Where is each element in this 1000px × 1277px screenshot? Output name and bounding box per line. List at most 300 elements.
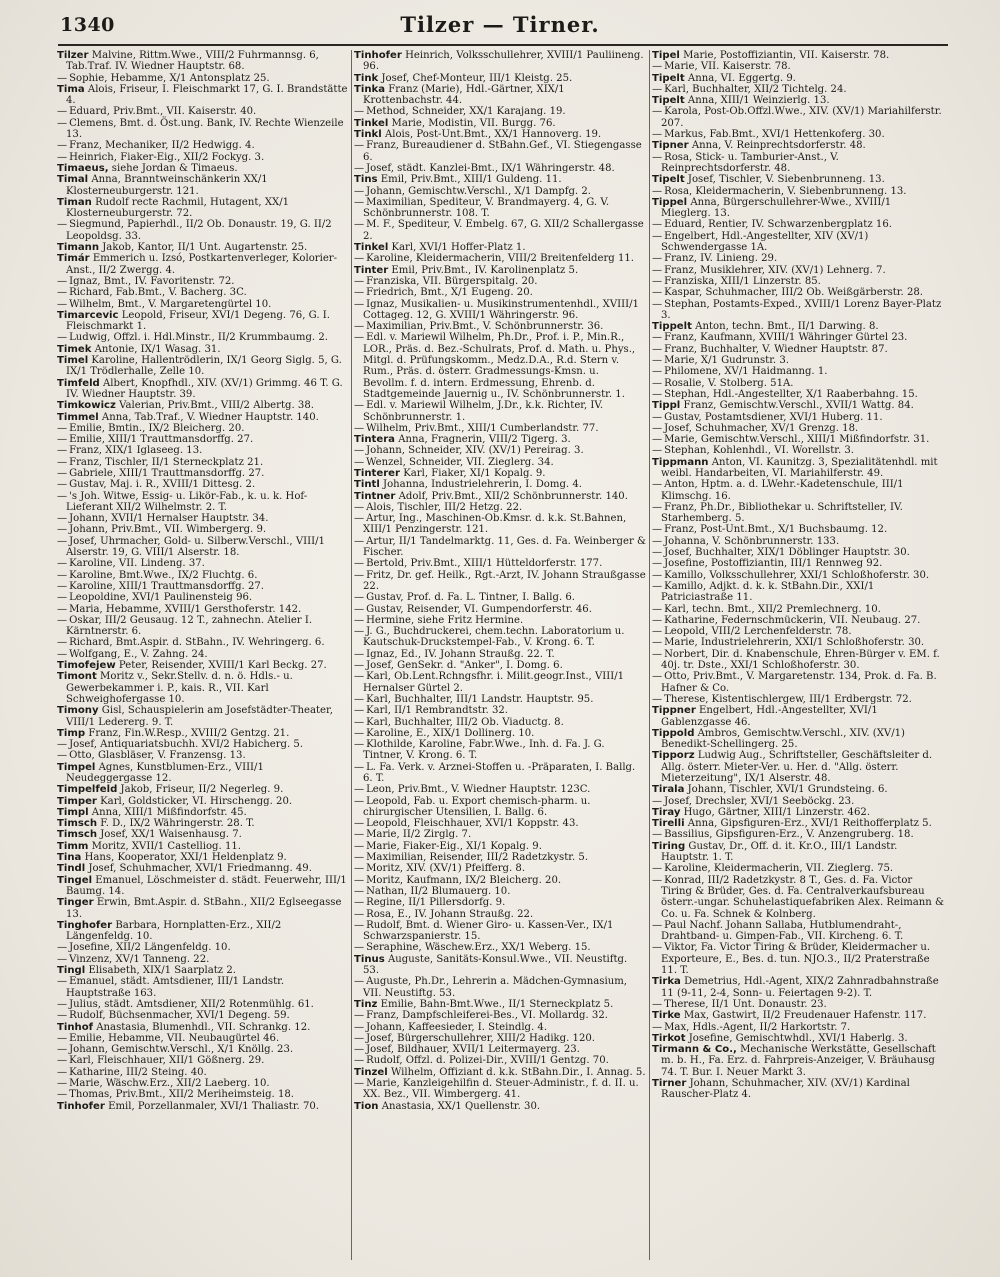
directory-entry <box>354 129 646 140</box>
entry-text: Hans, Kooperator, XXI/1 Heldenplatz 9. <box>84 852 287 864</box>
entry-text: Franz, IV. Linieng. 29. <box>664 253 778 265</box>
directory-entry <box>57 570 349 581</box>
directory-entry <box>652 942 944 976</box>
entry-text: Anna, VI. Eggertg. 9. <box>687 72 796 84</box>
continuation-dash: — <box>652 874 663 886</box>
continuation-dash: — <box>652 603 663 615</box>
continuation-dash: — <box>652 614 663 626</box>
directory-entry <box>57 400 349 411</box>
directory-entry <box>57 942 349 953</box>
continuation-dash: — <box>57 467 68 479</box>
entry-text: Otto, Glasbläser, V. Franzensg. 13. <box>69 750 246 762</box>
directory-entry <box>57 897 349 920</box>
directory-entry <box>652 400 944 411</box>
continuation-dash: — <box>652 795 663 807</box>
entry-text: Marie, Fiaker-Eig., XI/1 Kopalg. 9. <box>366 840 542 852</box>
entry-text: Elisabeth, XIX/1 Saarplatz 2. <box>88 965 236 977</box>
continuation-dash: — <box>57 287 68 299</box>
entry-text: Ignaz, Bmt., IV. Favoritenstr. 72. <box>69 275 235 287</box>
entry-text: Hugo, Gärtner, XIII/1 Linzerstr. 462. <box>683 806 871 818</box>
directory-entry <box>354 705 646 716</box>
continuation-dash: — <box>57 151 68 163</box>
entry-text: Josef, XX/1 Waisenhausg. 7. <box>100 829 242 841</box>
continuation-dash: — <box>652 693 663 705</box>
entry-surname: Tinka <box>354 83 386 95</box>
directory-entry <box>652 547 944 558</box>
directory-entry <box>354 875 646 886</box>
continuation-dash: — <box>57 592 68 604</box>
continuation-dash: — <box>652 547 663 559</box>
continuation-dash: — <box>57 479 68 491</box>
entry-text: Kamillo, Adjkt. d. k. k. StBahn.Dir., XXI/1 Patriciastraße 11. <box>661 580 875 604</box>
entry-text: Anastasia, Blumenhdl., VII. Schrankg. 12. <box>96 1021 311 1033</box>
directory-entry <box>57 863 349 874</box>
directory-entry <box>57 649 349 660</box>
entry-text: Josef, Uhrmacher, Gold- u. Silberw.Verschl., VIII/1 Alserstr. 19, G. VIII/1 Alserstr. 18. <box>66 535 325 559</box>
entry-surname: Tinger <box>57 897 94 909</box>
entry-text: Franz, Mechaniker, II/2 Hedwigg. 4. <box>69 140 255 152</box>
entry-text: Johann, XVII/1 Hernalser Hauptstr. 34. <box>69 513 269 525</box>
entry-text: Karl, XVI/1 Hoffer-Platz 1. <box>391 242 526 254</box>
continuation-dash: — <box>354 660 365 672</box>
directory-entry <box>354 829 646 840</box>
entry-text: Otto, Priv.Bmt., V. Margaretenstr. 134, Prok. d. Fa. B. Hafner & Co. <box>661 671 937 694</box>
directory-entry <box>57 50 349 73</box>
entry-text: Leopold, Fab. u. Export chemisch-pharm. u. chirurgischer Utensilien, I. Ballg. 6. <box>363 795 591 818</box>
entry-text: Emmerich u. Izsó, Postkartenverleger, Kolorier-Anst., II/2 Zwergg. 4. <box>66 253 338 276</box>
entry-text: Bertold, Priv.Bmt., XIII/1 Hütteldorferstr. 177. <box>366 558 603 570</box>
entry-text: Engelbert, Hdl.-Angestellter, XVI/1 Gablenzgasse 46. <box>661 705 878 728</box>
entry-text: Auguste, Ph.Dr., Lehrerin a. Mädchen-Gymnasium, VII. Neustiftg. 53. <box>363 976 627 999</box>
entry-text: Franz, Kaufmann, XVIII/1 Währinger Gürtel 23. <box>664 332 908 344</box>
entry-text: Emilie, XIII/1 Trauttmansdorffg. 27. <box>69 434 254 446</box>
continuation-dash: — <box>652 298 663 310</box>
entry-text: Johann, Kaffeesieder, I. Steindlg. 4. <box>366 1021 548 1033</box>
entry-text: Franz (Marie), Hdl.-Gärtner, XIX/1 Krottenbachstr. 44. <box>363 83 565 107</box>
continuation-dash: — <box>354 648 365 660</box>
continuation-dash: — <box>57 332 68 344</box>
entry-surname: Timár <box>57 253 90 265</box>
directory-entry <box>354 468 646 479</box>
directory-entry <box>354 897 646 908</box>
directory-entry <box>354 299 646 322</box>
entry-text: Seraphine, Wäschew.Erz., XX/1 Weberg. 15. <box>366 942 591 954</box>
entry-text: Demetrius, Hdl.-Agent, XIX/2 Zahnradbahnstraße 11 (9-11, 2-4, Sonn- u. Feiertagen 9-2). T. <box>661 976 939 999</box>
continuation-dash: — <box>57 648 68 660</box>
entry-text: Marie, Gemischtw.Verschl., XIII/1 Mißfindorfstr. 31. <box>664 434 930 446</box>
directory-entry <box>652 829 944 840</box>
continuation-dash: — <box>57 72 68 84</box>
entry-surname: Tipporz <box>652 750 695 762</box>
entry-text: Stephan, Postamts-Exped., XVIII/1 Lorenz Bayer-Platz 3. <box>661 298 942 321</box>
directory-entry <box>57 592 349 603</box>
entry-surname: Tinghofer <box>57 919 113 931</box>
entry-text: Richard, Bmt.Aspir. d. StBahn., IV. Wehringerg. 6. <box>69 637 325 649</box>
directory-entry <box>652 705 944 728</box>
directory-entry <box>57 491 349 514</box>
entry-text: Leopold, Friseur, XVI/1 Degeng. 76, G. I. Fleischmarkt 1. <box>66 309 330 333</box>
continuation-dash: — <box>652 366 663 378</box>
entry-text: Heinrich, Fiaker-Eig., XII/2 Fockyg. 3. <box>69 151 265 163</box>
continuation-dash: — <box>652 343 663 355</box>
entry-surname: Tipner <box>652 140 689 152</box>
continuation-dash: — <box>354 162 365 174</box>
continuation-dash: — <box>354 445 365 457</box>
entry-text: Agnes, Kunstblumen-Erz., VIII/1 Neudeggergasse 12. <box>66 761 264 784</box>
continuation-dash: — <box>57 1010 68 1022</box>
directory-entry <box>652 536 944 547</box>
directory-entry <box>354 649 646 660</box>
continuation-dash: — <box>57 569 68 581</box>
continuation-dash: — <box>354 818 365 830</box>
directory-entry <box>354 287 646 298</box>
entry-surname: Tindl <box>57 863 86 875</box>
directory-entry <box>57 954 349 965</box>
directory-entry <box>652 299 944 322</box>
entry-text: Johann, Tischler, XVI/1 Grundsteing. 6. <box>687 784 888 796</box>
directory-entry <box>57 728 349 739</box>
directory-entry <box>57 73 349 84</box>
directory-entry <box>354 863 646 874</box>
directory-entry <box>652 50 944 61</box>
continuation-dash: — <box>57 219 68 231</box>
entry-text: Eduard, Rentier, IV. Schwarzenbergplatz 16. <box>664 219 892 231</box>
entry-text: Karoline, VII. Lindeng. 37. <box>69 558 205 570</box>
entry-text: Josef, städt. Kanzlei-Bmt., IX/1 Währingerstr. 48. <box>366 162 615 174</box>
directory-entry <box>652 863 944 874</box>
directory-entry <box>652 920 944 943</box>
directory-entry <box>652 784 944 795</box>
directory-entry <box>57 1089 349 1100</box>
continuation-dash: — <box>57 140 68 152</box>
directory-entry <box>354 423 646 434</box>
entry-text: Anastasia, XX/1 Quellenstr. 30. <box>381 1100 541 1112</box>
entry-text: Marie, X/1 Gudrunstr. 3. <box>664 355 789 367</box>
entry-text: Gustav, Postamtsdiener, XVI/1 Huberg. 11. <box>664 411 883 423</box>
directory-entry <box>354 694 646 705</box>
column-divider <box>649 50 650 1260</box>
directory-entry <box>652 174 944 185</box>
entry-surname: Tink <box>354 72 379 84</box>
continuation-dash: — <box>57 535 68 547</box>
entry-text: Marie, Modistin, VII. Burgg. 76. <box>391 117 556 129</box>
entry-surname: Timpelfeld <box>57 784 118 796</box>
entry-text: Franz, Buchhalter, V. Wiedner Hauptstr. 87. <box>664 343 888 355</box>
entry-text: Josefine, Postoffiziantin, III/1 Rennweg 92. <box>664 558 883 570</box>
entry-surname: Tinz <box>354 998 378 1010</box>
directory-entry <box>57 705 349 728</box>
directory-entry <box>354 321 646 332</box>
directory-entry <box>57 660 349 671</box>
continuation-dash: — <box>57 614 68 626</box>
directory-entry <box>354 174 646 185</box>
entry-surname: Timper <box>57 795 97 807</box>
entry-surname: Timp <box>57 727 86 739</box>
entry-text: Karoline, Bmt.Wwe., IX/2 Fluchtg. 6. <box>69 569 258 581</box>
continuation-dash: — <box>57 942 68 954</box>
directory-entry <box>652 558 944 569</box>
entry-text: Moritz, XIV. (XV/1) Pfeifferg. 8. <box>366 863 526 875</box>
directory-entry <box>652 750 944 784</box>
entry-text: Wenzel, Schneider, VII. Zieglerg. 34. <box>366 456 554 468</box>
directory-entry <box>652 276 944 287</box>
entry-surname: Tirmann & Co., <box>652 1044 737 1056</box>
entry-text: Gustav, Prof. d. Fa. L. Tintner, I. Ballg. 6. <box>366 592 575 604</box>
directory-entry <box>354 276 646 287</box>
directory-entry <box>354 909 646 920</box>
entry-text: Karl, techn. Bmt., XII/2 Premlechnerg. 10. <box>664 603 881 615</box>
directory-entry <box>57 920 349 943</box>
directory-entry <box>652 818 944 829</box>
entry-text: Wolfgang, E., V. Zahng. 24. <box>69 648 208 660</box>
continuation-dash: — <box>57 445 68 457</box>
entry-text: Barbara, Hornplatten-Erz., XII/2 Längenfeldg. 10. <box>66 919 282 943</box>
directory-entry <box>354 186 646 197</box>
directory-entry <box>57 965 349 976</box>
entry-text: Emilie, Bahn-Bmt.Wwe., II/1 Sterneckplatz 5. <box>380 998 614 1010</box>
continuation-dash: — <box>652 479 663 491</box>
directory-entry <box>354 106 646 117</box>
header-rule <box>58 44 948 46</box>
entry-surname: Tipelt <box>652 72 685 84</box>
entry-text: Emil, Porzellanmaler, XVI/1 Thaliastr. 70. <box>108 1100 320 1112</box>
entry-text: Marie, II/2 Zirglg. 7. <box>366 829 472 841</box>
continuation-dash: — <box>354 1078 365 1090</box>
continuation-dash: — <box>354 795 365 807</box>
directory-entry <box>652 1010 944 1021</box>
continuation-dash: — <box>354 784 365 796</box>
directory-entry <box>57 332 349 343</box>
entry-text: Johann, Gemischtw.Verschl., X/1 Dampfg. 2. <box>366 185 591 197</box>
continuation-dash: — <box>57 1066 68 1078</box>
entry-text: Anton, techn. Bmt., II/1 Darwing. 8. <box>695 321 879 333</box>
entry-text: Johanna, V. Schönbrunnerstr. 133. <box>664 535 840 547</box>
directory-column-1 <box>57 50 349 1265</box>
continuation-dash: — <box>354 671 365 683</box>
directory-entry <box>57 1033 349 1044</box>
entry-text: Karl, Fiaker, XI/1 Kopalg. 9. <box>403 467 546 479</box>
directory-entry <box>57 796 349 807</box>
entry-text: Gustav, Reisender, VI. Gumpendorferstr. 46. <box>366 603 592 615</box>
entry-surname: Tirke <box>652 1010 681 1022</box>
entry-text: Mechanische Werkstätte, Gesellschaft m. b. H., Fa. Erz. d. Fahrpreis-Anzeiger, V. Bräuhausg 74. T. Bur. I. Neuer Markt 3. <box>661 1044 936 1078</box>
directory-entry <box>57 536 349 559</box>
directory-entry <box>57 1010 349 1021</box>
continuation-dash: — <box>354 829 365 841</box>
entry-text: Anna, XIII/1 Mißfindorfstr. 45. <box>91 806 247 818</box>
entry-text: Karl, Buchhalter, III/2 Ob. Viaductg. 8. <box>366 716 564 728</box>
directory-entry <box>652 378 944 389</box>
continuation-dash: — <box>354 321 365 333</box>
entry-text: Josef, Bildhauer, XVII/1 Leitermayerg. 23. <box>366 1044 580 1056</box>
directory-entry <box>57 253 349 276</box>
directory-entry <box>57 1101 349 1112</box>
entry-text: Richard, Fab.Bmt., V. Bacherg. 3C. <box>69 287 247 299</box>
entry-text: Max, Gastwirt, II/2 Freudenauer Hafenstr. 117. <box>683 1010 927 1022</box>
directory-entry <box>652 84 944 95</box>
entry-text: Siegmund, Papierhdl., II/2 Ob. Donaustr. 19, G. II/2 Leopoldsg. 33. <box>66 219 332 242</box>
directory-entry <box>354 118 646 129</box>
directory-entry <box>57 219 349 242</box>
entry-surname: Tinkel <box>354 117 389 129</box>
directory-entry <box>652 344 944 355</box>
entry-text: Peter, Reisender, XVIII/1 Karl Beckg. 27. <box>118 660 327 672</box>
directory-entry <box>354 140 646 163</box>
entry-text: Ludwig, Offzl. i. Hdl.Minstr., II/2 Krummbaumg. 2. <box>69 332 328 344</box>
directory-entry <box>652 73 944 84</box>
entry-text: Rosalie, V. Stolberg. 51A. <box>664 377 794 389</box>
continuation-dash: — <box>652 422 663 434</box>
directory-entry <box>652 570 944 581</box>
directory-entry <box>354 671 646 694</box>
entry-text: Paul Nachf. Johann Sallaba, Hutblumendraht-, Drahtband- u. Gimpen-Fab., VII. Kircheng. 6. T. <box>661 919 904 943</box>
continuation-dash: — <box>652 185 663 197</box>
entry-text: J. G., Buchdruckerei, chem.techn. Laboratorium u. Kautschuk-Druckstempel-Fab., V. Krong. 6. T. <box>363 626 625 649</box>
continuation-dash: — <box>57 603 68 615</box>
entry-text: Malvine, Rittm.Wwe., VIII/2 Fuhrmannsg. 6, Tab.Traf. IV. Wiedner Hauptstr. 68. <box>66 50 319 73</box>
directory-entry <box>652 197 944 220</box>
directory-entry <box>57 378 349 401</box>
directory-entry <box>354 1078 646 1101</box>
entry-text: Katharine, III/2 Steing. 40. <box>69 1066 207 1078</box>
entry-text: Max, Hdls.-Agent, II/2 Harkortstr. 7. <box>664 1021 851 1033</box>
continuation-dash: — <box>354 592 365 604</box>
directory-entry <box>57 1055 349 1066</box>
entry-text: Konrad, III/2 Radetzkystr. 8 T., Ges. d. Fa. Victor Tiring & Brüder, Ges. d. Fa. Centralverkaufsbureau österr.-ungar. Schuhelastiquefabriken Alex. Reimann & Co. u. Fa. Schnek & Kolnberg. <box>661 874 944 920</box>
entry-text: Leopold, Fleischhauer, XVI/1 Koppstr. 43. <box>366 818 579 830</box>
entry-text: F. D., IX/2 Währingerstr. 28. T. <box>100 818 255 830</box>
directory-entry <box>57 299 349 310</box>
entry-text: Heinrich, Volksschullehrer, XVIII/1 Pauliineng. 96. <box>363 50 644 73</box>
entry-text: Emilie, Hebamme, VII. Neubaugürtel 46. <box>69 1032 280 1044</box>
entry-text: Anna, Branntweinschänkerin XX/1 Klosterneuburgerstr. 121. <box>66 174 268 197</box>
directory-entry <box>57 615 349 638</box>
directory-entry <box>57 829 349 840</box>
continuation-dash: — <box>652 106 663 118</box>
directory-entry <box>354 253 646 264</box>
entry-surname: Tiring <box>652 840 686 852</box>
directory-entry <box>57 287 349 298</box>
directory-entry <box>354 762 646 785</box>
entry-text: Josefine, XII/2 Längenfeldg. 10. <box>69 942 231 954</box>
continuation-dash: — <box>354 693 365 705</box>
continuation-dash: — <box>354 501 365 513</box>
entry-text: Engelbert, Hdl.-Angestellter, XIV (XV/1) Schwendergasse 1A. <box>661 230 869 254</box>
directory-entry <box>57 818 349 829</box>
directory-entry <box>57 434 349 445</box>
directory-entry <box>57 152 349 163</box>
entry-surname: Timarcevic <box>57 309 119 321</box>
entry-text: Wilhelm, Priv.Bmt., XIII/1 Cumberlandstr. 77. <box>366 422 599 434</box>
continuation-dash: — <box>57 456 68 468</box>
directory-entry <box>57 671 349 705</box>
directory-entry <box>57 807 349 818</box>
continuation-dash: — <box>652 1021 663 1033</box>
entry-text: Philomene, XV/1 Haidmanng. 1. <box>664 366 828 378</box>
entry-text: Anna, V. Reinprechtsdorferstr. 48. <box>691 140 866 152</box>
entry-text: Adolf, Priv.Bmt., XII/2 Schönbrunnerstr. 140. <box>398 490 628 502</box>
entry-surname: Tippl <box>652 400 681 412</box>
entry-text: Moritz v., Sekr.Stellv. d. n. ö. Hdls.- u. Gewerbekammer i. P., kais. R., VII. Karl Schweighofergasse 10. <box>66 671 293 705</box>
entry-text: Edl. v. Mariewil Wilhelm, J.Dr., k.k. Richter, IV. Schönbrunnerstr. 1. <box>363 400 604 423</box>
directory-entry <box>57 276 349 287</box>
continuation-dash: — <box>354 863 365 875</box>
directory-entry <box>354 457 646 468</box>
entry-text: Wilhelm, Bmt., V. Margaretengürtel 10. <box>69 298 272 310</box>
entry-text: Johann, Gemischtw.Verschl., X/1 Knöllg. 23. <box>69 1044 294 1056</box>
directory-entry <box>652 265 944 276</box>
continuation-dash: — <box>354 456 365 468</box>
entry-text: Josef, Tischler, V. Siebenbrunneng. 13. <box>687 174 885 186</box>
directory-entry <box>354 717 646 728</box>
continuation-dash: — <box>57 524 68 536</box>
entry-surname: Tinhof <box>57 1021 94 1033</box>
directory-entry <box>354 976 646 999</box>
continuation-dash: — <box>652 83 663 95</box>
directory-entry <box>57 479 349 490</box>
continuation-dash: — <box>354 976 365 988</box>
directory-entry <box>57 513 349 524</box>
continuation-dash: — <box>354 196 365 208</box>
entry-text: Norbert, Dir. d. Knabenschule, Ehren-Bürger v. EM. f. 40j. tr. Dste., XXI/1 Schloßhoferstr. 30. <box>661 648 940 672</box>
entry-text: Anna, Tab.Traf., V. Wiedner Hauptstr. 140. <box>101 411 319 423</box>
entry-text: Leopold, VIII/2 Lerchenfelderstr. 78. <box>664 626 852 638</box>
directory-entry <box>354 954 646 977</box>
entry-surname: Tilzer <box>57 50 89 61</box>
directory-entry <box>354 739 646 762</box>
continuation-dash: — <box>354 535 365 547</box>
continuation-dash: — <box>57 580 68 592</box>
continuation-dash: — <box>354 106 365 118</box>
directory-column-3 <box>652 50 944 1265</box>
entry-text: L. Fa. Verk. v. Arznei-Stoffen u. -Präparaten, I. Ballg. 6. T. <box>363 761 636 784</box>
continuation-dash: — <box>57 976 68 988</box>
directory-entry <box>354 615 646 626</box>
entry-surname: Tinhofer <box>354 50 402 61</box>
directory-entry <box>57 762 349 785</box>
directory-entry <box>354 332 646 400</box>
entry-text: Bassilius, Gipsfiguren-Erz., V. Anzengruberg. 18. <box>664 829 914 841</box>
directory-entry <box>652 95 944 106</box>
entry-text: Gustav, Dr., Off. d. it. Kr.O., III/1 Landstr. Hauptstr. 1. T. <box>661 840 898 864</box>
entry-text: Method, Schneider, XX/1 Karajang. 19. <box>366 106 566 118</box>
entry-text: Marie, Postoffiziantin, VII. Kaiserstr. 78. <box>683 50 890 61</box>
continuation-dash: — <box>652 230 663 242</box>
entry-text: Clemens, Bmt. d. Öst.ung. Bank, IV. Rechte Wienzeile 13. <box>66 117 344 141</box>
entry-text: Emanuel, Löschmeister d. städt. Feuerwehr, III/1 Baumg. 14. <box>66 874 347 897</box>
directory-entry <box>652 615 944 626</box>
entry-text: Rudolf, Büchsenmacher, XVI/1 Degeng. 59. <box>69 1010 290 1022</box>
entry-text: Valerian, Priv.Bmt., VIII/2 Albertg. 38. <box>119 400 314 412</box>
entry-surname: Tippner <box>652 705 696 717</box>
entry-text: 's Joh. Witwe, Essig- u. Likör-Fab., k. u. k. Hof-Lieferant XII/2 Wilhelmstr. 2. T. <box>66 490 308 513</box>
entry-surname: Timaeus, <box>57 162 109 174</box>
directory-entry <box>57 1044 349 1055</box>
continuation-dash: — <box>57 998 68 1010</box>
directory-entry <box>354 491 646 502</box>
continuation-dash: — <box>652 829 663 841</box>
continuation-dash: — <box>354 942 365 954</box>
continuation-dash: — <box>354 287 365 299</box>
directory-entry <box>57 999 349 1010</box>
entry-text: Maximilian, Priv.Bmt., V. Schönbrunnerstr. 36. <box>366 321 604 333</box>
directory-entry <box>652 1044 944 1078</box>
entry-surname: Tiray <box>652 806 681 818</box>
directory-entry <box>652 140 944 151</box>
directory-entry <box>57 174 349 197</box>
directory-entry <box>652 389 944 400</box>
entry-text: Gisl, Schauspielerin am Josefstädter-Theater, VIII/1 Ledererg. 9. T. <box>66 705 333 728</box>
